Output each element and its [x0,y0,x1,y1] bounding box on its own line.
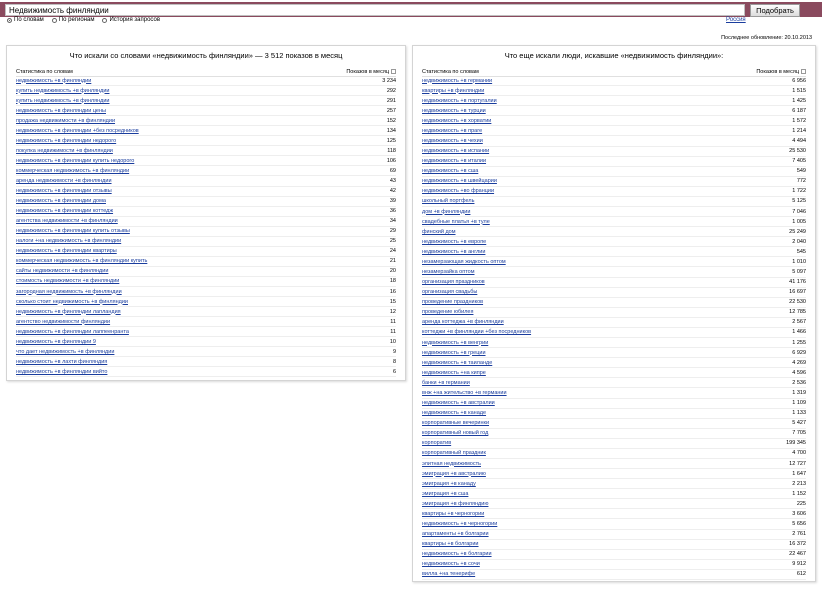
column-phrase-header: Статистика по словам [422,68,479,75]
impressions-count: 2 567 [792,319,806,326]
table-row [422,167,806,177]
table-row [16,347,396,357]
phrase-link[interactable]: недвижимость +в чехии [422,138,483,144]
phrase-link[interactable]: недвижимость +в европе [422,238,487,245]
phrase-link[interactable]: недвижимость +в сочи [422,561,480,568]
phrase-link[interactable]: агентство недвижимости финляндии [16,318,111,325]
impressions-count: 549 [796,168,806,175]
impressions-count: 25 530 [789,148,806,155]
impressions-count: 34 [389,218,396,225]
impressions-count: 5 125 [792,198,806,205]
phrase-link[interactable]: недвижимость +в праге [422,127,483,134]
phrase-link[interactable]: покупка недвижимости +в финляндии [16,147,113,154]
table-row [422,76,806,86]
phrase-link[interactable]: недвижимость +в финляндии [16,77,92,84]
phrase-link[interactable]: недвижимость +в хорватии [422,117,492,124]
impressions-count: 2 761 [792,531,806,538]
phrase-link[interactable]: сколько стоит недвижимость +в финляндии [16,298,128,305]
table-row [422,257,806,267]
impressions-count: 1 109 [792,400,806,407]
table-row [422,479,806,489]
impressions-count: 29 [389,228,396,235]
table-row [422,550,806,560]
phrase-link[interactable]: дом +в финляндии [422,208,471,215]
impressions-count: 6 [392,368,396,375]
table-row [16,357,396,367]
impressions-count: 7 405 [792,158,806,165]
table-row [16,297,396,307]
impressions-count: 106 [386,157,396,164]
phrase-link[interactable]: проведение праздников [422,299,484,306]
phrase-link[interactable]: недвижимость +в финляндии купить отзывы [16,228,130,235]
table-row [422,459,806,469]
impressions-count: 1 572 [792,117,806,124]
impressions-count: 199 345 [786,440,806,447]
phrase-link[interactable]: недвижимость +в турции [422,107,486,114]
table-row [422,237,806,247]
column-count-header: Показов в месяц [346,69,396,75]
table-row [422,378,806,388]
phrase-link[interactable]: недвижимость +в англии [422,248,486,255]
table-row [16,237,396,247]
column-phrase-header: Статистика по словам [16,68,73,75]
table-row [422,177,806,187]
impressions-count: 1 152 [792,490,806,497]
impressions-count: 22 467 [789,551,806,558]
phrase-link[interactable]: корпоративный новый год [422,430,489,437]
impressions-count: 291 [386,97,396,104]
column-count-header: Показов в месяц [756,69,806,75]
table-row [422,217,806,227]
phrase-link[interactable]: элитная недвижимость [422,460,481,467]
impressions-count: 39 [389,198,396,205]
table-row [16,207,396,217]
table-row [16,76,396,86]
phrase-link[interactable]: недвижимость +в финляндии недорого [16,137,117,144]
impressions-count: 612 [796,571,806,578]
impressions-count: 11 [390,318,396,325]
table-row [16,267,396,277]
impressions-count: 69 [389,167,396,174]
table-row [16,277,396,287]
table-row [422,288,806,298]
related-panel [412,45,816,582]
words-table [16,76,396,377]
phrase-link[interactable]: недвижимость +в сша [422,168,479,175]
impressions-count: 25 [389,238,396,245]
impressions-count: 545 [796,248,806,255]
radio-icon[interactable] [7,18,12,23]
phrase-link[interactable]: свадебные платья +в туле [422,218,490,225]
table-row [422,227,806,237]
impressions-count: 1 425 [792,97,806,104]
phrase-link[interactable]: недвижимость +в австралии [422,400,495,407]
impressions-count: 6 929 [792,349,806,356]
phrase-link[interactable]: купить недвижимость +в финляндии [16,97,110,104]
table-row [422,86,806,96]
table-row [16,307,396,317]
impressions-count: 152 [386,117,396,124]
phrase-link[interactable]: недвижимость +в финляндии квартиры [16,248,117,255]
table-row [16,247,396,257]
table-row [422,469,806,479]
impressions-count: 4 494 [792,138,806,144]
table-row [422,449,806,459]
impressions-count: 5 427 [792,420,806,427]
mode-history[interactable] [102,17,160,23]
table-row [16,337,396,347]
impressions-count: 22 530 [789,299,806,306]
mode-by-regions[interactable] [52,17,95,23]
phrase-link[interactable]: внж +на жительство +в германии [422,389,507,396]
phrase-link[interactable]: недвижимость +в финляндии отзывы [16,188,112,195]
phrase-link[interactable]: вилла +на тенерифе [422,571,476,578]
impressions-count: 225 [796,500,806,507]
phrase-link[interactable]: недвижимость +в таиланде [422,359,493,366]
table-row [16,126,396,136]
panel-title: Что искали со словами «недвижимость финляндии» — 3 512 показов в месяц [69,51,343,60]
impressions-count: 1 133 [792,410,806,417]
impressions-count: 43 [389,177,396,184]
phrase-link[interactable]: сайты недвижимости +в финляндии [16,268,109,275]
phrase-link[interactable]: незамерзающая жидкость оптом [422,258,506,265]
impressions-count: 16 [389,288,396,295]
impressions-count: 41 176 [789,279,806,286]
impressions-count: 8 [392,358,396,365]
phrase-link[interactable]: стоимость недвижимости +в финляндии [16,278,120,285]
phrase-link[interactable]: финский дом [422,228,456,235]
phrase-link[interactable]: недвижимость +в лахти финляндия [16,358,108,365]
table-row [422,519,806,529]
table-row [422,499,806,509]
impressions-count: 2 040 [792,238,806,245]
impressions-count: 1 647 [792,470,806,477]
impressions-count: 4 700 [792,450,806,457]
phrase-link[interactable]: квартиры +в черногории [422,510,485,517]
phrase-link[interactable]: агентства недвижимости +в финляндии [16,218,118,225]
phrase-link[interactable]: организация праздников [422,279,485,286]
impressions-count: 134 [386,127,396,134]
table-row [422,489,806,499]
table-row [422,328,806,338]
phrase-link[interactable]: недвижимость +в италии [422,158,487,165]
phrase-link[interactable]: недвижимость +в финляндии +без посредников [16,127,139,134]
table-row [422,570,806,580]
table-row [422,368,806,378]
table-row [422,419,806,429]
mode-by-words[interactable] [7,17,44,23]
table-row [422,530,806,540]
table-row [16,86,396,96]
phrase-link[interactable]: недвижимость +в черногории [422,520,498,527]
impressions-count: 12 785 [789,309,806,316]
impressions-count: 1 515 [792,87,806,94]
impressions-count: 25 249 [789,228,806,235]
table-row [422,157,806,167]
impressions-count: 9 [392,348,396,355]
impressions-count: 7 046 [792,208,806,215]
impressions-count: 18 [389,278,396,285]
table-row [16,367,396,377]
impressions-count: 3 606 [792,510,806,517]
table-row [422,308,806,318]
radio-icon[interactable] [102,18,107,23]
phrase-link[interactable]: недвижимость +в греции [422,349,486,356]
impressions-count: 11 [390,328,396,335]
phrase-link[interactable]: недвижимость +в финляндии вийто [16,368,108,375]
table-row [422,388,806,398]
phrase-link[interactable]: недвижимость +в финляндии лапландия [16,308,121,315]
impressions-count: 292 [386,87,396,94]
phrase-link[interactable]: эмиграция +в канаду [422,480,476,487]
region-link[interactable]: Россия [726,17,746,23]
phrase-link[interactable]: коттеджи +в финляндии +без посредников [422,329,532,336]
search-modes [7,17,160,23]
last-updated: Последнее обновление: 20.10.2013 [721,35,812,41]
impressions-count: 36 [389,208,396,215]
phrase-link[interactable]: корпоратив [422,440,452,447]
panel-title: Что еще искали люди, искавшие «недвижимость финляндии»: [504,51,724,60]
phrase-link[interactable]: аренда недвижимости +в финляндии [16,177,112,184]
table-row [422,429,806,439]
table-row [16,136,396,146]
phrase-link[interactable]: налоги +на недвижимость +в финляндии [16,238,122,245]
impressions-count: 1 010 [792,258,806,265]
impressions-count: 6 187 [792,107,806,114]
table-row [16,96,396,106]
sort-icon[interactable] [801,69,806,74]
impressions-count: 257 [386,107,396,114]
impressions-count: 6 956 [792,77,806,84]
phrase-link[interactable]: загородная недвижимость +в финляндии [16,288,122,295]
table-row [422,439,806,449]
phrase-link[interactable]: недвижимость +во франции [422,188,495,195]
impressions-count: 2 536 [792,379,806,386]
impressions-count: 1 722 [792,188,806,195]
table-row [422,540,806,550]
search-bar [0,0,822,28]
search-input[interactable] [5,4,745,16]
phrase-link[interactable]: недвижимость +в финляндии коттедж [16,208,114,215]
phrase-link[interactable]: эмиграция +в финляндию [422,500,489,507]
phrase-link[interactable]: эмиграция +в сша [422,490,469,497]
phrase-link[interactable]: апартаменты +в болгарии [422,531,489,538]
phrase-link[interactable]: недвижимость +в финляндии цены [16,107,106,114]
table-row [422,358,806,368]
table-row [16,106,396,116]
impressions-count: 24 [389,248,396,255]
phrase-link[interactable]: незамерзайка оптом [422,269,475,276]
table-row [422,348,806,358]
phrase-link[interactable]: недвижимость +в швейцарии [422,178,497,185]
table-row [16,187,396,197]
phrase-link[interactable]: организация свадьбы [422,289,478,296]
phrase-link[interactable]: эмиграция +в австралию [422,470,486,477]
phrase-link[interactable]: недвижимость +в финляндии лаппеенранта [16,328,129,335]
table-row [422,197,806,207]
table-row [16,156,396,166]
impressions-count: 1 319 [792,389,806,396]
impressions-count: 772 [796,178,806,185]
impressions-count: 20 [389,268,396,275]
table-row [16,227,396,237]
phrase-link[interactable]: квартиры +в финляндии [422,87,485,94]
impressions-count: 10 [389,338,396,345]
impressions-count: 4 269 [792,359,806,366]
impressions-count: 7 705 [792,430,806,437]
mode-label: По словам [14,17,44,23]
table-row [422,147,806,157]
table-row [16,217,396,227]
table-row [16,197,396,207]
table-row [422,136,806,146]
table-row [422,96,806,106]
phrase-link[interactable]: проведение юбилея [422,309,474,316]
phrase-link[interactable]: недвижимость +в испании [422,148,490,155]
table-row [422,187,806,197]
impressions-count: 16 372 [789,541,806,548]
table-row [16,176,396,186]
impressions-count: 21 [389,258,396,265]
impressions-count: 4 596 [792,369,806,376]
impressions-count: 12 727 [789,460,806,467]
table-row [422,207,806,217]
phrase-link[interactable]: школьный портфель [422,198,475,205]
phrase-link[interactable]: купить недвижимость +в финляндии [16,87,110,94]
table-row [422,267,806,277]
table-row [16,146,396,156]
impressions-count: 16 697 [789,289,806,296]
phrase-link[interactable]: недвижимость +в болгарии [422,551,492,558]
table-row [16,166,396,176]
table-row [422,126,806,136]
phrase-link[interactable]: недвижимость +в венгрии [422,339,489,346]
impressions-count: 1 466 [792,329,806,336]
phrase-link[interactable]: недвижимость +на кипре [422,369,486,376]
phrase-link[interactable]: квартиры +в болгарии [422,541,479,548]
impressions-count: 125 [386,137,396,144]
phrase-link[interactable]: что дает недвижимость +в финляндии [16,348,115,355]
phrase-link[interactable]: банки +в германии [422,379,470,386]
table-row [422,298,806,308]
table-row [16,257,396,267]
phrase-link[interactable]: недвижимость +в португалии [422,97,497,104]
impressions-count: 9 912 [792,561,806,568]
mode-label: История запросов [109,17,161,23]
phrase-link[interactable]: коммерческая недвижимость +в финляндии [16,167,130,174]
phrase-link[interactable]: коммерческая недвижимость +в финляндии купить [16,258,148,265]
submit-button[interactable]: Подобрать [750,4,800,17]
table-row [422,560,806,570]
impressions-count: 15 [389,298,396,305]
impressions-count: 5 656 [792,520,806,527]
impressions-count: 42 [389,188,396,195]
radio-icon[interactable] [52,18,57,23]
phrase-link[interactable]: корпоративный праздник [422,450,486,457]
sort-icon[interactable] [391,69,396,74]
phrase-link[interactable]: недвижимость +в финляндии 9 [16,338,96,345]
table-row [422,409,806,419]
impressions-count: 1 214 [792,127,806,134]
table-row [422,106,806,116]
table-row [16,317,396,327]
related-table [422,76,806,580]
impressions-count: 1 005 [792,218,806,225]
mode-label: По регионам [58,17,95,23]
impressions-count: 118 [387,147,396,154]
impressions-count: 12 [389,308,396,315]
phrase-link[interactable]: продажа недвижимости +в финляндии [16,117,116,124]
table-row [422,509,806,519]
table-row [422,278,806,288]
impressions-count: 2 213 [792,480,806,487]
phrase-link[interactable]: недвижимость +в канаде [422,410,487,417]
table-row [422,399,806,409]
table-row [422,318,806,328]
impressions-count: 3 234 [382,77,396,84]
phrase-link[interactable]: недвижимость +в германии [422,77,493,84]
phrase-link[interactable]: недвижимость +в финляндии купить недорого [16,157,135,164]
table-row [16,287,396,297]
words-panel [6,45,406,381]
impressions-count: 5 097 [792,269,806,276]
table-row [16,116,396,126]
table-row [422,338,806,348]
phrase-link[interactable]: аренда коттеджа +в финляндии [422,319,504,326]
table-row [16,327,396,337]
phrase-link[interactable]: недвижимость +в финляндии дома [16,198,106,205]
table-row [422,116,806,126]
phrase-link[interactable]: корпоративные вечеринки [422,420,490,427]
impressions-count: 1 255 [792,339,806,346]
table-row [422,247,806,257]
